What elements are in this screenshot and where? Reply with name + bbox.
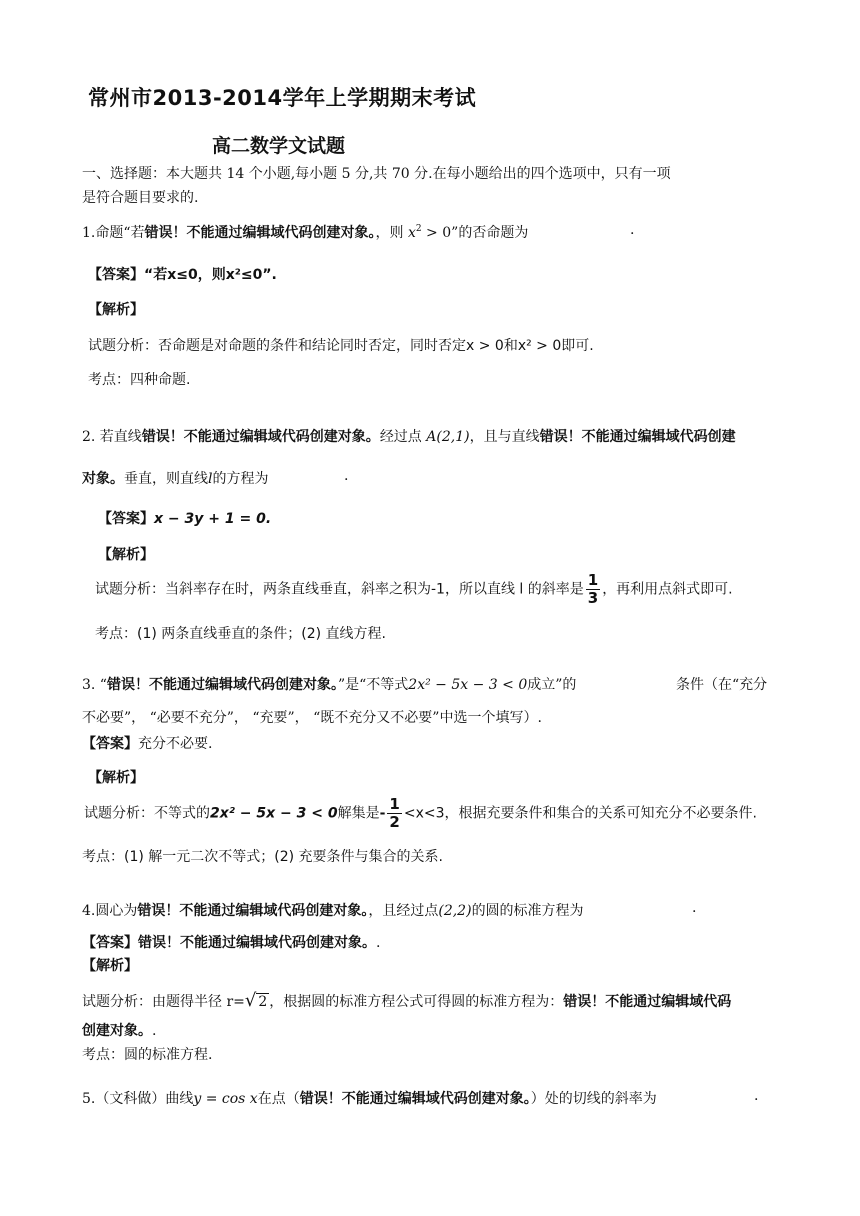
q2-text-mid1: 经过点: [379, 429, 427, 445]
question-3: [82, 674, 576, 694]
q3-analysis-pre: 试题分析：不等式的: [84, 805, 210, 822]
q3-answer-text: 充分不必要.: [138, 736, 213, 752]
q5-text-post: ）处的切线的斜率为: [530, 1091, 657, 1107]
q4-analysis-error-a: 错误！不能通过编辑域代码: [563, 994, 732, 1010]
q1-answer-text: “若x≤0，则x²≤0”.: [144, 267, 277, 283]
q1-analysis-label: 【解析】: [88, 302, 144, 318]
q1-error-field: 错误！不能通过编辑域代码创建对象。: [144, 225, 376, 241]
q4-error-field: 错误！不能通过编辑域代码创建对象。: [137, 903, 369, 919]
q4-answer-error-field: 错误！不能通过编辑域代码创建对象。: [138, 935, 376, 951]
q3-analysis-mid: 解集是: [337, 805, 380, 822]
q3-analysis-ineq: 2x² − 5x − 3 < 0: [210, 805, 338, 822]
q2-answer: [98, 508, 271, 528]
q3-text-pre: 3. “: [82, 677, 107, 693]
q4-end-period: .: [692, 900, 697, 916]
q5-text-pre: 5.（文科做）曲线: [82, 1091, 194, 1107]
q4-text-pre: 4.圆心为: [82, 903, 138, 919]
page-title: 常州市2013-2014学年上学期期末考试: [88, 86, 477, 110]
q4-text-mid1: ，且经过点: [368, 903, 439, 919]
q3-frac-den: 2: [389, 813, 400, 831]
q3-text-mid1: ”是“不等式: [337, 677, 409, 693]
question-3-line2: 不必要”， “必要不充分”， “充要”， “既不充分又不必要”中选一个填写）.: [82, 710, 542, 726]
q3-analysis: [84, 796, 757, 831]
q4-answer-end: .: [376, 935, 381, 951]
q2-answer-text: x − 3y + 1 = 0.: [154, 511, 272, 527]
q2-error-field-1: 错误！不能通过编辑域代码创建对象。: [141, 429, 380, 445]
q4-analysis-line2: [82, 1020, 156, 1040]
q2-analysis-post: ，再利用点斜式即可.: [602, 581, 733, 598]
q1-text-post: ”的否命题为: [451, 225, 529, 241]
q4-answer: [82, 932, 380, 952]
q3-answer-label: 【答案】: [82, 736, 138, 752]
question-1: [82, 222, 528, 242]
q2-error-field-2a: 错误！不能通过编辑域代码创建: [539, 429, 736, 445]
q3-inequality: 2x² − 5x − 3 < 0: [408, 677, 528, 693]
q2-point: A(2,1): [426, 429, 470, 445]
q4-analysis-mid: ，根据圆的标准方程公式可得圆的标准方程为：: [269, 994, 564, 1010]
q4-analysis-pre: 试题分析：由题得半径 r=: [82, 994, 245, 1010]
q2-analysis-pre: 试题分析：当斜率存在时，两条直线垂直，斜率之积为-1，所以直线 l 的斜率是: [95, 581, 584, 598]
q3-fraction: [387, 796, 401, 831]
q3-text-mid3: 条件（在“充分: [676, 677, 768, 693]
q2-frac-num: 1: [587, 571, 599, 589]
q3-analysis-post: <x<3，根据充要条件和集合的关系可知充分不必要条件.: [403, 805, 757, 822]
q2-analysis-label: 【解析】: [98, 547, 154, 563]
q2-frac-den: 3: [587, 589, 599, 607]
q1-cond-exp: 2: [415, 224, 422, 234]
section-instructions-line1: 一、选择题：本大题共 14 个小题,每小题 5 分,共 70 分.在每小题给出的四个选项中，只有一项: [82, 166, 671, 182]
question-5: [82, 1088, 657, 1108]
q2-error-field-2b: 对象。: [82, 471, 124, 487]
q1-text-mid: ，则: [375, 225, 408, 241]
q4-analysis-label: 【解析】: [82, 958, 138, 974]
sqrt-icon: √: [244, 990, 257, 1011]
q2-answer-label: 【答案】: [98, 511, 154, 527]
q1-analysis: 试题分析：否命题是对命题的条件和结论同时否定，同时否定x > 0和x² > 0即可.: [88, 338, 594, 354]
q2-text-mid2: ，且与直线: [469, 429, 540, 445]
question-2: [82, 426, 736, 446]
q4-analysis-error-b: 创建对象。: [82, 1023, 152, 1039]
q1-cond-rest: > 0: [421, 225, 452, 241]
q5-error-field: 错误！不能通过编辑域代码创建对象。: [299, 1091, 531, 1107]
q3-analysis-label: 【解析】: [88, 770, 144, 786]
q1-kaodian: 考点：四种命题.: [88, 372, 191, 388]
q2-text-post2: 的方程为: [212, 471, 269, 487]
q2-kaodian: 考点：(1) 两条直线垂直的条件；(2) 直线方程.: [95, 626, 387, 642]
q4-sqrt-value: 2: [258, 994, 268, 1010]
q1-end-period: .: [630, 222, 635, 238]
question-4: [82, 900, 584, 920]
q2-end-period: .: [344, 468, 349, 484]
q1-cond-var: x: [407, 225, 416, 241]
q3-error-field: 错误！不能通过编辑域代码创建对象。: [106, 677, 338, 693]
q3-text-mid2: 成立”的: [527, 677, 577, 693]
q5-end-period: .: [754, 1088, 759, 1104]
q4-point: (2,2): [438, 903, 472, 919]
q5-text-mid: 在点（: [257, 1091, 300, 1107]
q2-analysis: [95, 572, 733, 607]
q4-answer-label: 【答案】: [82, 935, 138, 951]
q2-text-pre: 2. 若直线: [82, 429, 142, 445]
question-2-line2: [82, 468, 268, 488]
section-instructions-line2: 是符合题目要求的.: [82, 190, 199, 206]
q1-text-pre: 1.命题“若: [82, 225, 145, 241]
q2-fraction: [586, 572, 600, 607]
q5-curve: y = cos x: [193, 1091, 258, 1107]
q3-answer: [82, 733, 212, 753]
q1-answer: [88, 264, 277, 284]
page-subtitle: 高二数学文试题: [212, 135, 346, 157]
q1-answer-label: 【答案】: [88, 267, 144, 283]
q2-line-var: l: [208, 471, 213, 487]
q4-text-post: 的圆的标准方程为: [471, 903, 584, 919]
q3-frac-num: 1: [389, 795, 400, 813]
q3-frac-sign: -: [379, 805, 386, 822]
q2-text-post1: 垂直，则直线: [124, 471, 208, 487]
q3-kaodian: 考点：(1) 解一元二次不等式；(2) 充要条件与集合的关系.: [82, 849, 444, 865]
q4-analysis-end: .: [152, 1023, 157, 1039]
q4-kaodian: 考点：圆的标准方程.: [82, 1047, 213, 1063]
q4-analysis: [82, 990, 731, 1011]
